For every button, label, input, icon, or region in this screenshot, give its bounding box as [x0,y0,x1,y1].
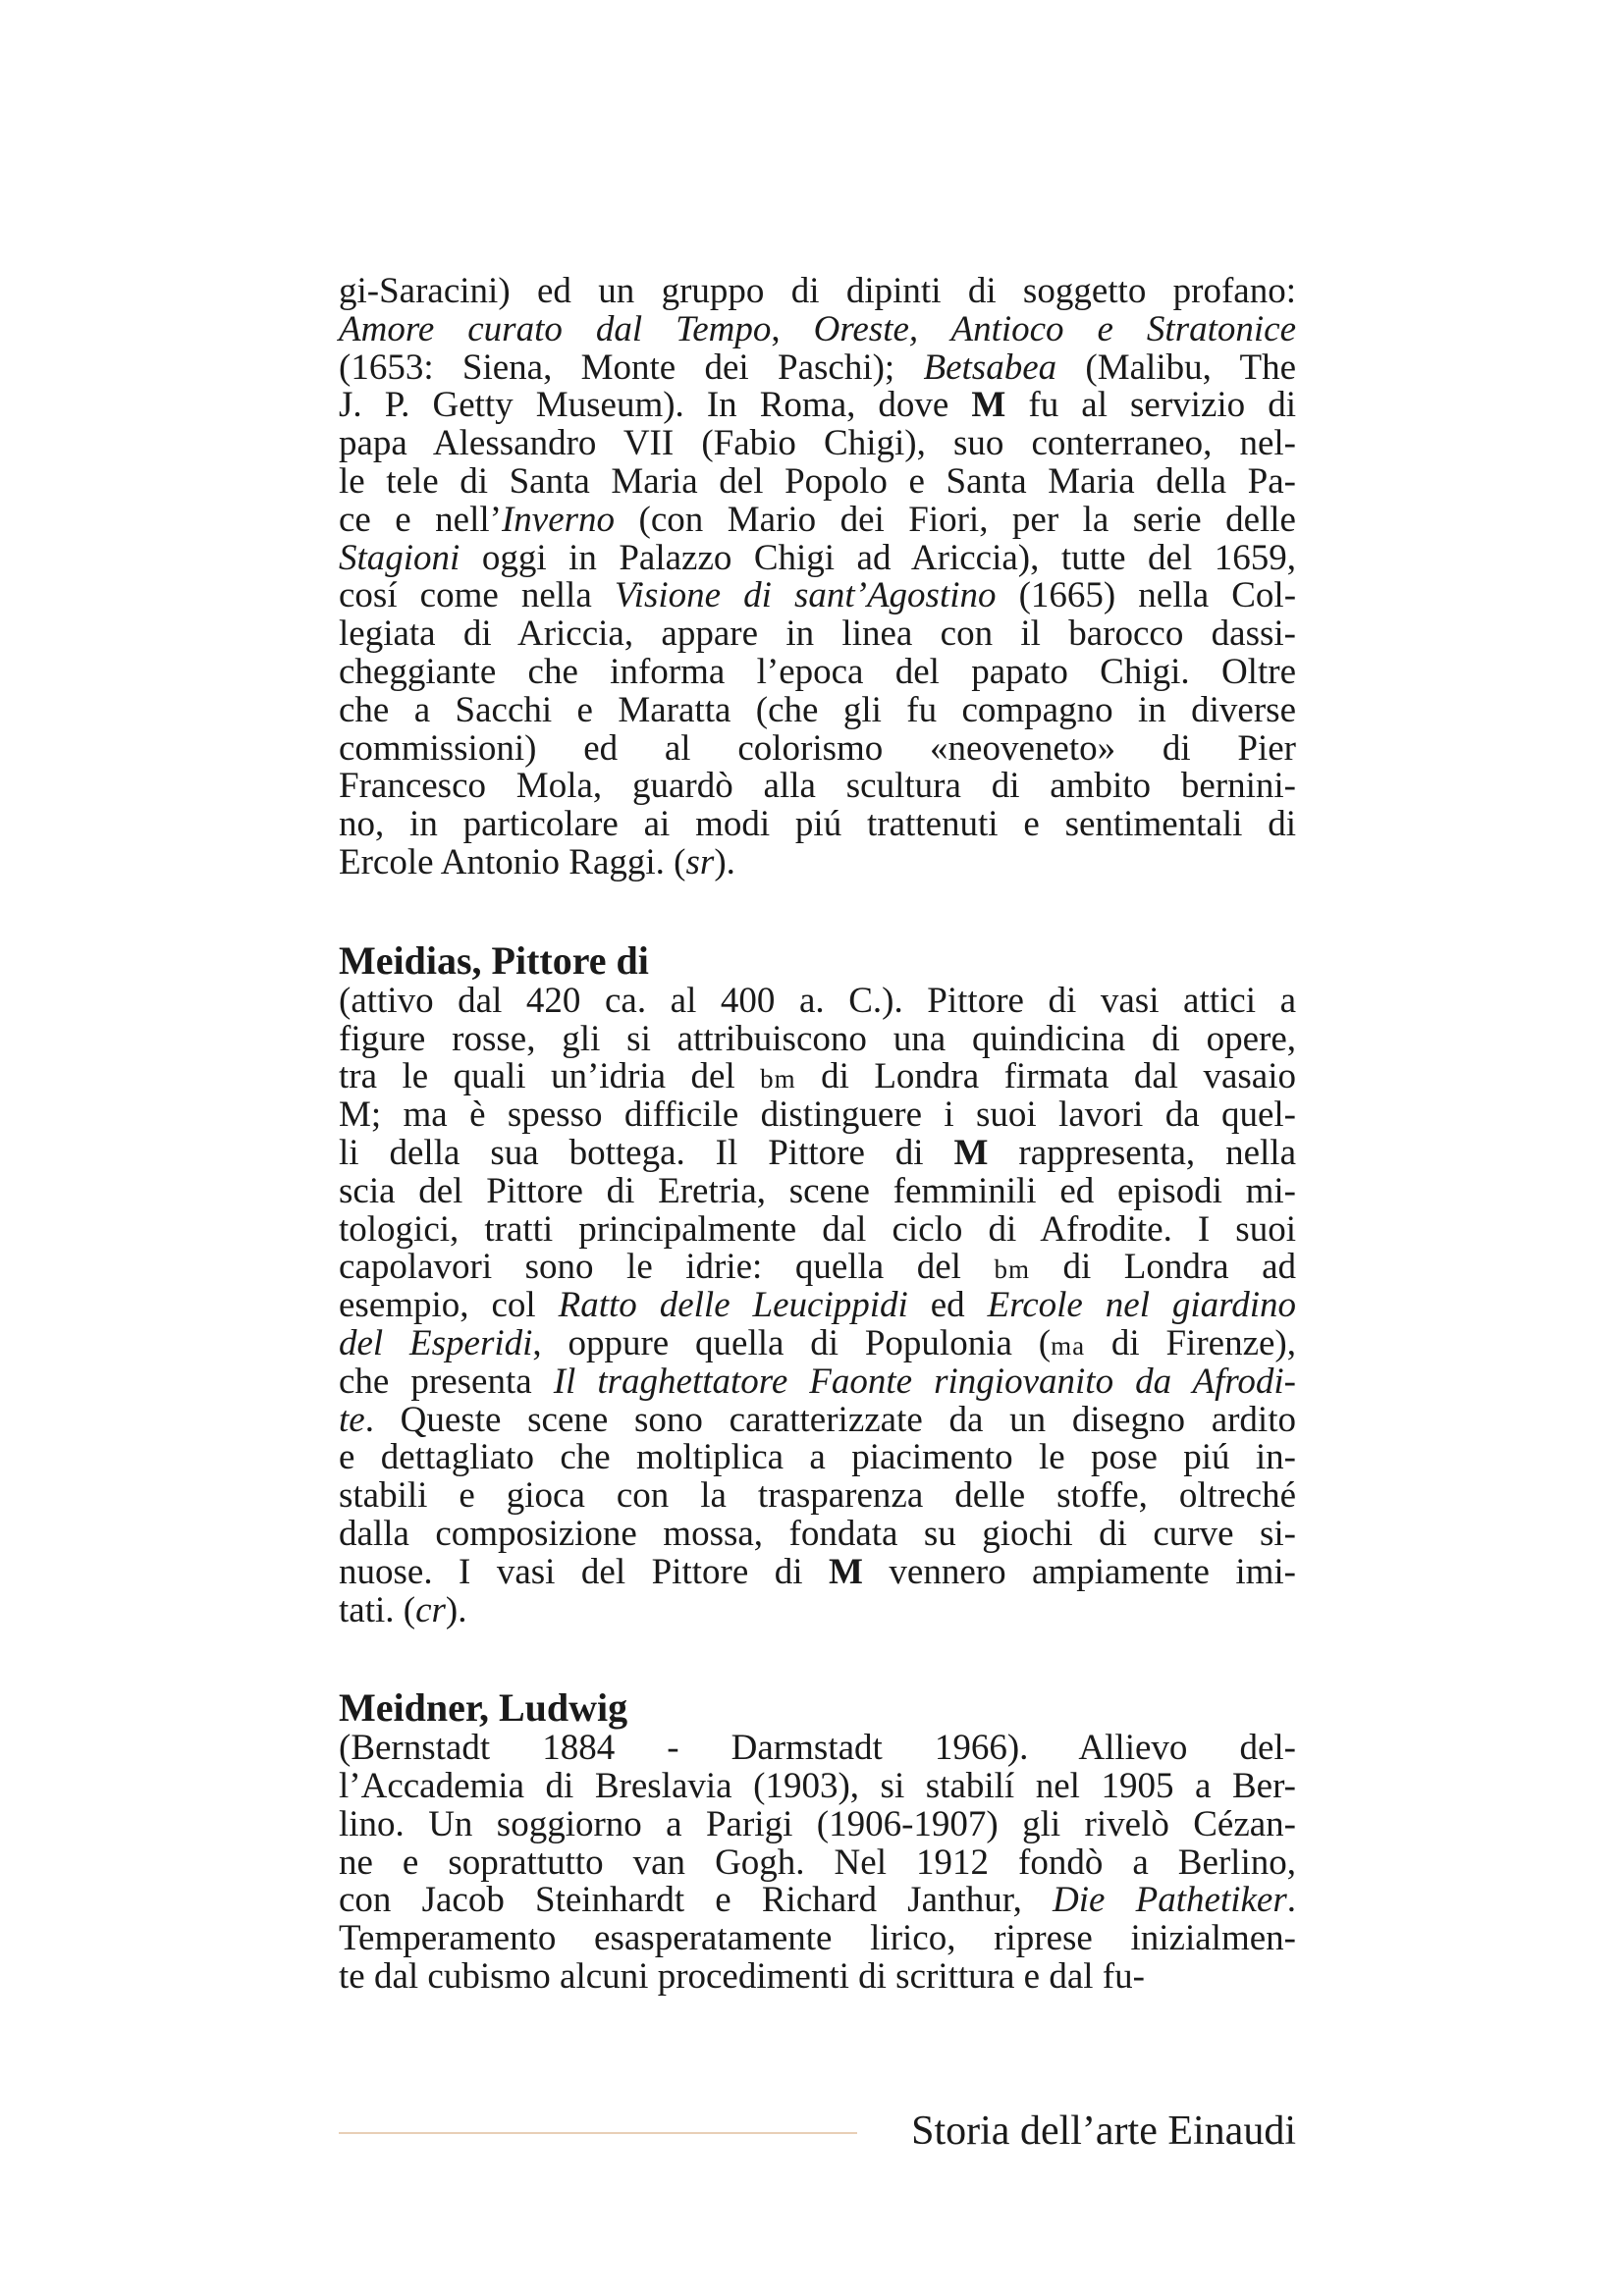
text-run: ce e nell’ [339,499,502,540]
text-run: Francesco Mola, guardò alla scultura di ambito bernini- [339,766,1296,807]
text-line [339,1803,1296,1844]
text-line [339,727,1296,769]
text-run: di Londra firmata dal vasaio [795,1056,1296,1097]
text-line [339,1551,1296,1592]
text-line [339,499,1296,540]
text-run: (attivo dal 420 ca. al 400 a. C.). Pittore di vasi attici a [339,980,1296,1021]
text-line [339,1096,1296,1135]
text-run: (1653: Siena, Monte dei Paschi); [339,347,924,388]
text-line [339,1439,1296,1477]
italic-run: Inverno [501,499,616,540]
italic-run: sr [685,841,715,882]
text-line [339,1958,1296,1997]
text-run: ne e soprattutto van Gogh. Nel 1912 fondò a Berlino, [339,1842,1296,1883]
entry [339,939,1296,1630]
footer-rule [339,2132,857,2134]
text-run: cheggiante che informa l’epoca del papato Chigi. Oltre [339,651,1296,692]
text-run: lino. Un soggiorno a Parigi (1906-1907) gli rivelò Cézan- [339,1803,1296,1844]
text-run: , [771,308,814,349]
text-run: le tele di Santa Maria del Popolo e Santa Maria della Pa- [339,460,1296,502]
italic-run: Visione di sant’Agostino [614,575,997,616]
text-run: ed [907,1285,988,1326]
text-line [339,1513,1296,1554]
text-run: cosí come nella [339,575,615,616]
text-line [339,615,1296,654]
text-run: oggi in Palazzo Chigi ad Ariccia), tutte del 1659, [460,537,1296,578]
text-run: stabili e gioca con la trasparenza delle stoffe, oltreché [339,1475,1296,1517]
text-run: che presenta [339,1361,554,1402]
text-run: , oppure quella di Populonia ( [532,1322,1052,1363]
italic-run: del Esperidi [339,1322,533,1363]
text-run: M; ma è spesso difficile distinguere i suoi lavori da quel- [339,1095,1296,1136]
text-run: vennero ampiamente imi- [862,1551,1296,1592]
italic-run: te [339,1399,365,1440]
text-run: commissioni) ed al colorismo «neoveneto» di Pier [339,727,1296,769]
italic-run: Ratto delle Leucippidi [558,1285,908,1326]
text-line [339,980,1296,1021]
text-run: (con Mario dei Fiori, per la serie delle [615,499,1296,540]
text-line [339,1730,1296,1768]
italic-run: cr [415,1589,446,1630]
text-run: fu al servizio di [1005,385,1296,426]
text-run: ). [445,1589,467,1630]
text-run: nuose. I vasi del Pittore di [339,1551,829,1592]
small-caps-run: bm [994,1255,1030,1285]
text-line [339,537,1296,578]
text-run: . Queste scene sono caratterizzate da un disegno ardito [364,1399,1296,1440]
text-run: scia del Pittore di Eretria, scene femminili ed episodi mi- [339,1170,1296,1211]
text-line [339,1132,1297,1173]
text-line [339,1208,1296,1250]
text-run: tati. ( [339,1589,416,1630]
footer-title: Storia dell’arte Einaudi [911,2109,1296,2154]
text-line [339,1477,1296,1516]
italic-run: Ercole nel giardino [987,1285,1296,1326]
text-line [339,349,1296,388]
text-run: gi-Saracini) ed un gruppo di dipinti di soggetto profano: [339,271,1296,311]
text-line [339,1287,1296,1325]
text-line [339,1768,1296,1806]
text-run: li della sua bottega. Il Pittore di [339,1132,954,1173]
text-line [339,1249,1296,1287]
text-line [339,425,1296,463]
italic-run: Stagioni [339,537,460,578]
text-run: di Firenze), [1085,1322,1296,1363]
bold-run: M [829,1551,863,1592]
text-run: figure rosse, gli si attribuiscono una quindicina di opere, [339,1018,1296,1059]
text-column [339,273,1296,1997]
text-line [339,1399,1296,1440]
text-run: tologici, tratti principalmente dal ciclo di Afrodite. I suoi [339,1208,1296,1250]
text-line [339,806,1296,844]
text-run: con Jacob Steinhardt e Richard Janthur, [339,1880,1054,1921]
entry-heading: Meidner, Ludwig [339,1685,628,1731]
text-run: rappresenta, nella [988,1132,1297,1173]
text-run: (1665) nella Col- [996,575,1297,616]
text-run: e dettagliato che moltiplica a piacimento le pose piú in- [339,1437,1296,1478]
text-run: J. P. Getty Museum). In Roma, dove [339,385,972,426]
text-run: no, in particolare ai modi piú trattenuti e sentimentali di [339,804,1296,845]
text-run: capolavori sono le idrie: quella del [339,1247,995,1288]
text-line [339,1844,1296,1883]
entry [339,273,1296,882]
small-caps-run: bm [760,1064,796,1095]
text-line [339,1363,1296,1402]
text-run: l’Accademia di Breslavia (1903), si stabilí nel 1905 a Ber- [339,1766,1296,1807]
italic-run: Die Pathetiker [1053,1880,1287,1921]
text-line [339,273,1296,311]
text-line [339,1322,1296,1363]
text-line [339,841,1296,882]
text-run: che a Sacchi e Maratta (che gli fu compagno in diverse [339,689,1296,730]
text-run: dalla composizione mossa, fondata su giochi di curve si- [339,1513,1296,1554]
text-line [339,387,1296,425]
italic-run: Il traghettatore Faonte ringiovanito da Afrodi- [553,1361,1296,1402]
text-run: (Malibu, The [1056,347,1297,388]
text-run: esempio, col [339,1285,559,1326]
entry [339,1686,1296,1997]
text-run: te dal cubismo alcuni procedimenti di scrittura e dal fu- [339,1956,1145,1998]
text-line [339,577,1296,615]
text-run: tra le quali un’idria del [339,1056,761,1097]
italic-run: Amore curato dal Tempo [339,308,772,349]
text-run: Temperamento esasperatamente lirico, riprese inizialmen- [339,1918,1296,1959]
italic-run: Betsabea [923,347,1057,388]
text-line [339,1589,1296,1630]
text-run: Ercole Antonio Raggi. ( [339,841,686,882]
bold-run: M [953,1132,989,1173]
text-line [339,460,1296,502]
text-run: ). [714,841,735,882]
small-caps-run: ma [1051,1330,1086,1361]
text-line [339,1920,1296,1958]
text-line [339,1882,1296,1920]
text-line [339,651,1296,692]
bold-run: M [971,385,1006,426]
text-run: di Londra ad [1029,1247,1296,1288]
text-line [339,689,1296,730]
entry-heading: Meidias, Pittore di [339,937,649,983]
text-line [339,768,1296,806]
text-run: legiata di Ariccia, appare in linea con il barocco dassi- [339,614,1296,655]
text-run: . [1286,1880,1296,1921]
page-footer [339,2107,1296,2156]
text-line [339,1058,1296,1096]
text-run: (Bernstadt 1884 - Darmstadt 1966). Allievo del- [339,1728,1296,1769]
italic-run: Oreste, Antioco e Stratonice [813,308,1296,349]
text-line [339,1018,1296,1059]
text-line [339,1170,1296,1211]
text-line [339,308,1296,349]
text-run: papa Alessandro VII (Fabio Chigi), suo conterraneo, nel- [339,423,1296,464]
